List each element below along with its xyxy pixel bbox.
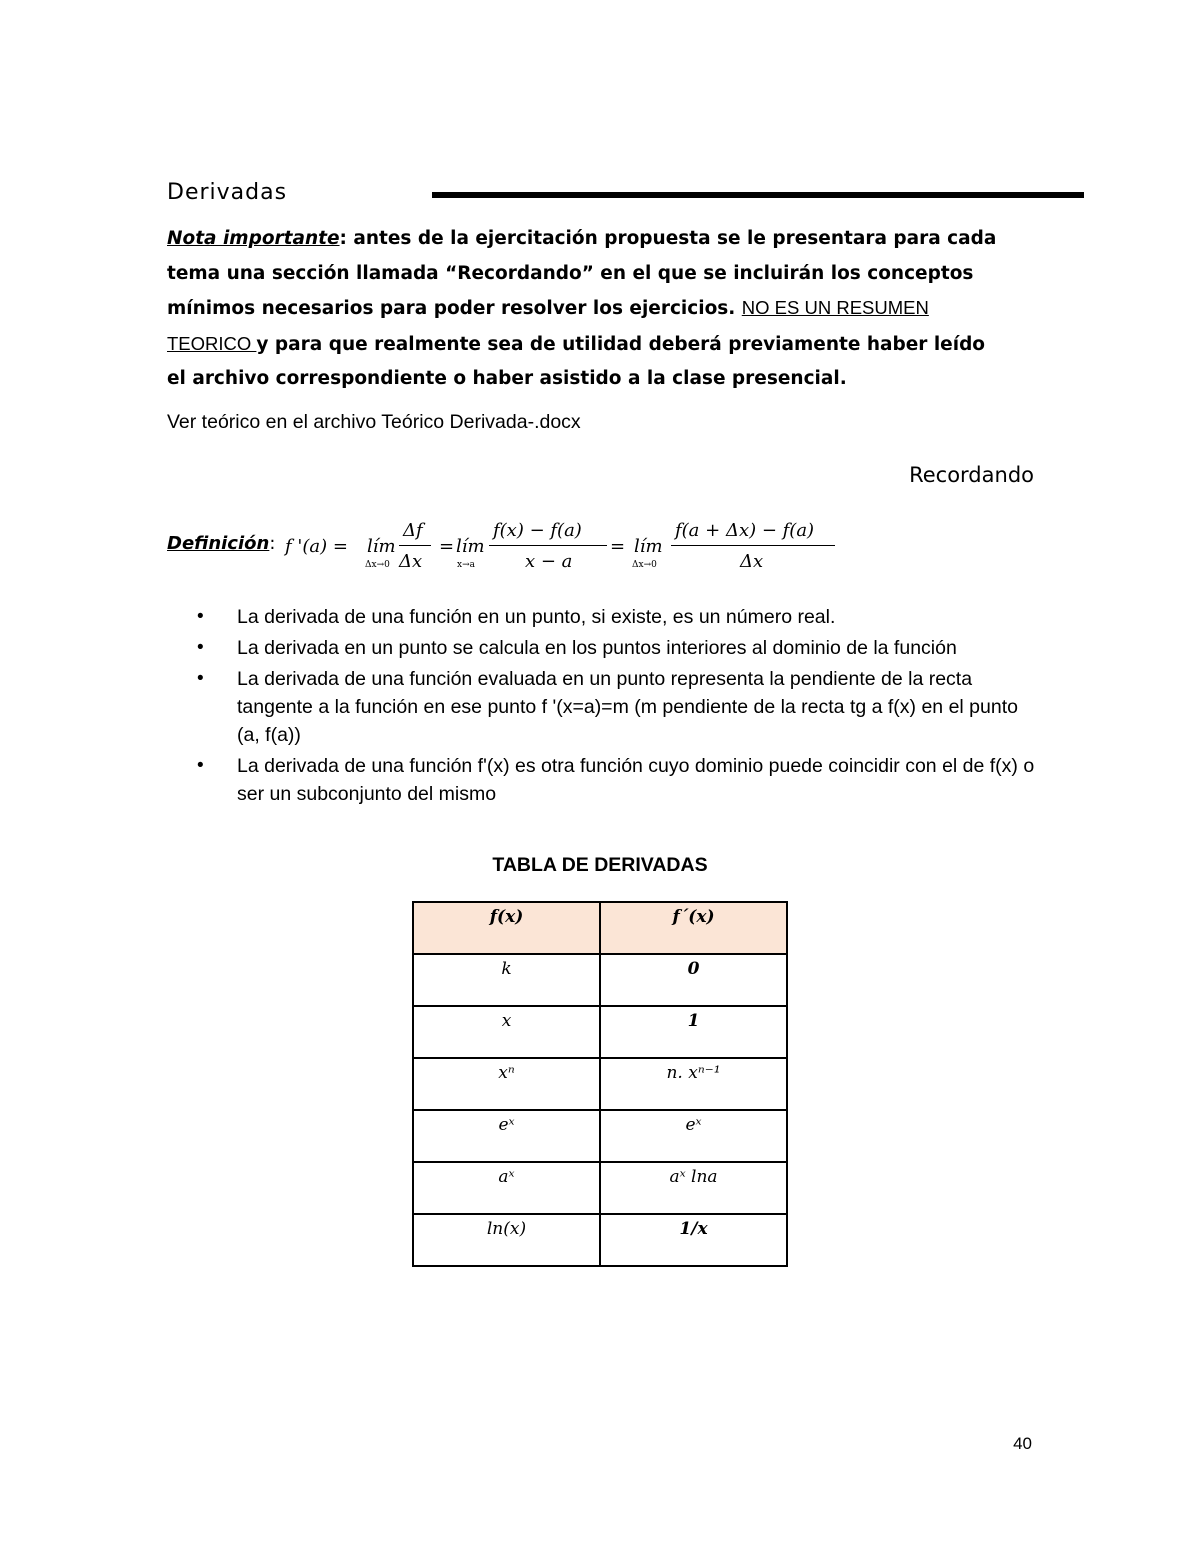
list-item: • La derivada en un punto se calcula en los puntos interiores al dominio de la función <box>197 634 1037 662</box>
ver-teorico-text: Ver teórico en el archivo Teórico Derivada-.docx <box>167 411 581 433</box>
formula-eq-2: = <box>610 536 626 557</box>
formula-frac-1-den: Δx <box>399 551 423 572</box>
note-line-3 <box>167 291 1047 327</box>
formula-lim-2: lím <box>456 536 485 557</box>
formula-frac-3-den: Δx <box>740 551 764 572</box>
page-title: Derivadas <box>167 180 288 205</box>
table-row <box>413 1058 787 1110</box>
table-header-row <box>413 902 787 954</box>
definicion-label <box>167 533 275 554</box>
table-row <box>413 1162 787 1214</box>
formula-frac-3-num: f(a + Δx) − f(a) <box>675 520 815 541</box>
formula-frac-3-bar <box>671 545 835 546</box>
formula-lhs: f '(a) = <box>285 536 348 557</box>
table-cell: aˣ lna <box>600 1162 787 1214</box>
note-line-1-text: : antes de la ejercitación propuesta se le presentara para cada <box>339 228 997 249</box>
table-cell: k <box>413 954 600 1006</box>
note-line-4-text: y para que realmente sea de utilidad deberá previamente haber leído <box>256 333 986 355</box>
table-cell: aˣ <box>413 1162 600 1214</box>
note-line-3-text: mínimos necesarios para poder resolver los ejercicios. <box>167 298 742 320</box>
formula-frac-1-bar <box>399 545 431 546</box>
definicion-colon: : <box>269 533 276 554</box>
formula-frac-2-num: f(x) − f(a) <box>493 520 582 541</box>
derivatives-table <box>412 901 788 1267</box>
definicion-label-text: Definición <box>167 533 270 554</box>
formula-lim-1: lím <box>367 536 396 557</box>
list-item: • La derivada de una función en un punto, si existe, es un número real. <box>197 603 1037 631</box>
formula-frac-2-bar <box>489 545 607 546</box>
table-cell: 0 <box>600 954 787 1006</box>
list-item: • La derivada de una función evaluada en un punto representa la pendiente de la recta tangente a la función en ese punto f '(x=a)=m (m pendiente de la recta tg a f(x) en el punto (a, f(a)) <box>197 665 1037 749</box>
table-row <box>413 1110 787 1162</box>
title-rule <box>432 192 1084 198</box>
recordando-heading: Recordando <box>909 463 1034 487</box>
teorico-text: TEORICO <box>167 332 257 354</box>
page-number: 40 <box>1013 1434 1032 1453</box>
formula-lim-3: lím <box>634 536 663 557</box>
table-header-fprime: f´(x) <box>600 902 787 954</box>
note-line-5: el archivo correspondiente o haber asistido a la clase presencial. <box>167 368 847 390</box>
note-line-4 <box>167 327 1047 363</box>
formula-lim-1-sub: Δx→0 <box>365 560 390 570</box>
note-line-2: tema una sección llamada “Recordando” en el que se incluirán los conceptos <box>167 262 974 284</box>
table-header-fx: f(x) <box>413 902 600 954</box>
table-cell: xⁿ <box>413 1058 600 1110</box>
no-es-resumen-text: NO ES UN RESUMEN <box>741 297 929 319</box>
table-row <box>413 954 787 1006</box>
formula-eq-1: = <box>439 536 455 557</box>
table-cell: eˣ <box>413 1110 600 1162</box>
formula-lim-2-sub: x→a <box>457 560 475 570</box>
table-cell: 1 <box>600 1006 787 1058</box>
table-cell: ln(x) <box>413 1214 600 1266</box>
table-row <box>413 1214 787 1266</box>
derivative-definition-formula <box>285 518 845 582</box>
table-cell: eˣ <box>600 1110 787 1162</box>
formula-frac-2-den: x − a <box>525 551 573 572</box>
table-row <box>413 1006 787 1058</box>
note-label: Nota importante <box>167 228 340 249</box>
formula-frac-1-num: Δf <box>403 520 423 541</box>
table-title: TABLA DE DERIVADAS <box>492 854 708 876</box>
derivative-facts-list <box>197 603 1037 811</box>
formula-lim-3-sub: Δx→0 <box>632 560 657 570</box>
table-cell: n. xⁿ⁻¹ <box>600 1058 787 1110</box>
note-line-1 <box>167 222 1047 257</box>
table-cell: 1/x <box>600 1214 787 1266</box>
list-item: • La derivada de una función f'(x) es otra función cuyo dominio puede coincidir con el de f(x) o ser un subconjunto del mismo <box>197 752 1037 808</box>
important-note <box>167 222 1047 397</box>
table-cell: x <box>413 1006 600 1058</box>
